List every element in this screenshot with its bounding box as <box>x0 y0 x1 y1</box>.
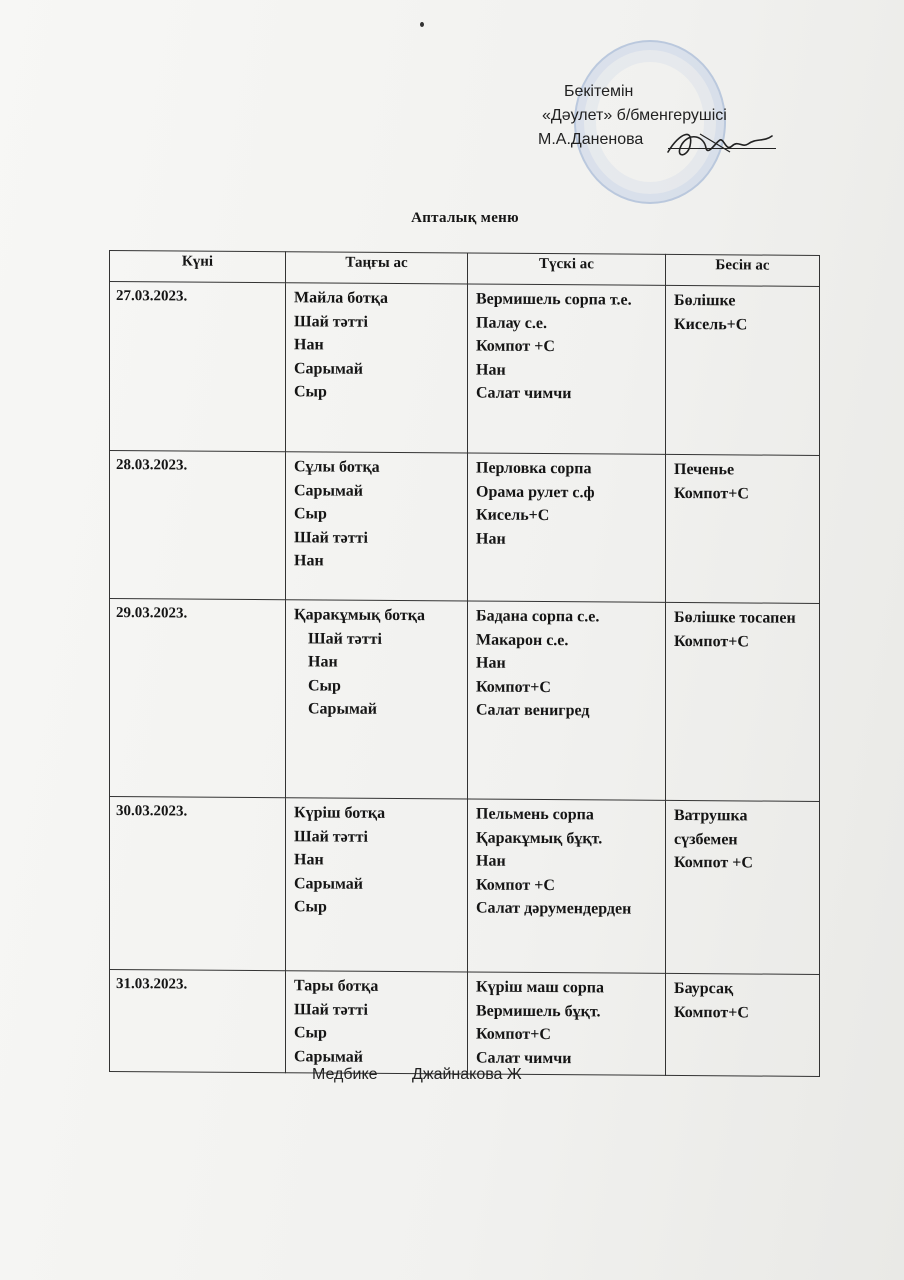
menu-cell-snack <box>666 285 820 455</box>
signature-icon <box>660 122 780 166</box>
table-row <box>110 599 820 802</box>
menu-item: Орама рулет с.ф <box>476 483 595 501</box>
menu-item: Компот+С <box>674 484 749 502</box>
menu-cell-snack <box>666 800 820 974</box>
menu-item: Сарымай <box>308 700 377 718</box>
menu-cell-lunch <box>468 453 666 602</box>
menu-item: Компот +С <box>476 337 555 356</box>
menu-item: Кисель+С <box>674 315 748 333</box>
menu-item: Компот+С <box>476 1025 551 1044</box>
menu-cell-lunch <box>468 972 666 1075</box>
header-day: Күні <box>110 251 286 283</box>
menu-cell-lunch <box>468 284 666 454</box>
menu-item: Сарымай <box>294 1047 363 1066</box>
menu-item: Тары ботқа <box>294 977 379 995</box>
menu-item: Сыр <box>294 505 327 523</box>
menu-item: Вермишель сорпа т.е. <box>476 290 632 309</box>
menu-item: Сыр <box>308 676 341 695</box>
menu-item: Салат венигред <box>476 701 590 720</box>
menu-item: Кисель+С <box>476 506 550 525</box>
menu-item: Майла ботқа <box>294 289 388 307</box>
menu-item: Компот +С <box>674 853 753 872</box>
weekly-menu-table <box>109 250 820 1077</box>
table-row <box>110 797 820 975</box>
menu-item: Компот +С <box>476 876 555 894</box>
menu-item: Перловка сорпа <box>476 459 592 478</box>
menu-item: Салат чимчи <box>476 1049 572 1067</box>
menu-item: Пельмень сорпа <box>476 805 594 824</box>
menu-cell-snack <box>666 973 820 1076</box>
menu-item: Баурсақ <box>674 979 734 998</box>
menu-item: Сарымай <box>294 359 363 378</box>
approval-line-1: Бекітемін <box>564 83 634 100</box>
menu-item: Бөлішке тосапен <box>674 608 796 627</box>
menu-item: Бөлішке <box>674 291 736 310</box>
menu-cell-breakfast <box>286 283 468 453</box>
menu-item: Шай тәтті <box>294 1000 368 1019</box>
footer-name: Джайнакова Ж <box>412 1066 522 1083</box>
table-row <box>110 451 820 604</box>
menu-item: Сарымай <box>294 874 363 893</box>
menu-item: Шай тәтті <box>294 312 368 331</box>
menu-date: 30.03.2023. <box>110 797 286 971</box>
menu-item: Сыр <box>294 383 327 401</box>
menu-date: 27.03.2023. <box>110 282 286 452</box>
menu-item: Компот+С <box>674 1003 749 1021</box>
menu-cell-breakfast <box>286 452 468 601</box>
menu-cell-snack <box>666 602 820 801</box>
menu-cell-lunch <box>468 601 666 800</box>
menu-item: Палау с.е. <box>476 314 547 332</box>
menu-item: Нан <box>294 336 324 354</box>
menu-item: Шай тәтті <box>308 629 382 648</box>
menu-item: Нан <box>294 552 324 570</box>
menu-item: Қаракұмық ботқа <box>294 606 425 625</box>
menu-item: Сұлы ботқа <box>294 458 380 476</box>
menu-item: Компот+С <box>674 632 749 650</box>
footer-role: Медбике <box>312 1066 378 1083</box>
menu-item: Сыр <box>294 1024 327 1042</box>
menu-item: Салат дәрумендерден <box>476 899 632 918</box>
menu-item: Шай тәтті <box>294 528 368 547</box>
menu-item: Нан <box>294 851 324 869</box>
menu-item: Күріш ботқа <box>294 804 386 822</box>
menu-item: Сыр <box>294 898 327 916</box>
menu-cell-breakfast <box>286 798 468 972</box>
menu-item: Макарон с.е. <box>476 631 569 649</box>
menu-item: Нан <box>476 361 506 379</box>
approver-name: М.А.Даненова <box>538 131 644 148</box>
header-breakfast: Таңғы ас <box>286 252 468 284</box>
menu-item: Печенье <box>674 460 735 479</box>
table-row <box>110 282 820 456</box>
menu-cell-breakfast <box>286 600 468 799</box>
menu-item: Бадана сорпа с.е. <box>476 607 600 626</box>
menu-item: Сарымай <box>294 481 363 500</box>
menu-item: Шай тәтті <box>294 827 368 846</box>
menu-date: 29.03.2023. <box>110 599 286 798</box>
menu-cell-snack <box>666 454 820 603</box>
menu-item: Күріш маш сорпа <box>476 978 604 997</box>
approval-line-2: «Дәулет» б/бменгерушісі <box>542 107 727 124</box>
menu-item: Салат чимчи <box>476 384 572 403</box>
menu-date: 31.03.2023. <box>110 970 286 1073</box>
document-title: Апталық меню <box>411 210 519 226</box>
menu-item: Нан <box>476 530 506 548</box>
menu-item: Вермишель бұқт. <box>476 1002 601 1020</box>
menu-cell-breakfast <box>286 971 468 1074</box>
table-row <box>110 970 820 1077</box>
menu-cell-lunch <box>468 799 666 973</box>
menu-item: Қаракұмық бұқт. <box>476 829 603 847</box>
menu-item: Нан <box>476 852 506 870</box>
menu-date: 28.03.2023. <box>110 451 286 600</box>
menu-item: Нан <box>476 654 506 672</box>
header-snack: Бесін ас <box>666 254 820 286</box>
menu-item: Нан <box>308 653 338 671</box>
table-header-row <box>110 251 820 287</box>
header-lunch: Түскі ас <box>468 253 666 285</box>
menu-item: Компот+С <box>476 678 551 696</box>
footer-signoff <box>312 1066 522 1084</box>
ink-dot <box>420 22 424 27</box>
menu-item: Ватрушка сүзбемен <box>674 806 748 848</box>
